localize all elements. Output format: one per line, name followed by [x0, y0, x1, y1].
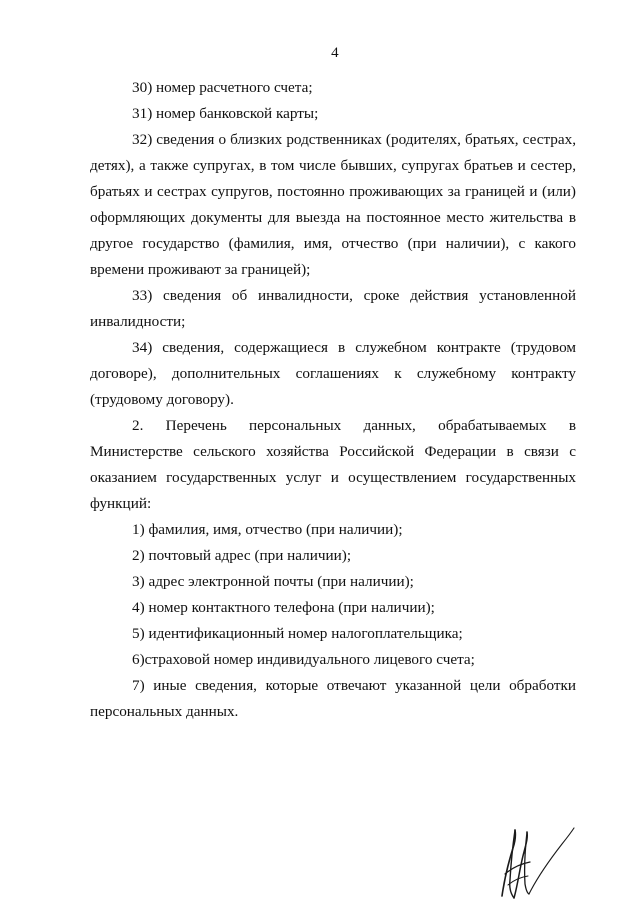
signature-icon [490, 822, 580, 902]
list-item-34: 34) сведения, содержащиеся в служебном контракте (трудовом договоре), дополнительных соглашениях к служебному контракту (трудовому договору). [90, 339, 576, 408]
list-item-3: 3) адрес электронной почты (при наличии); [132, 573, 414, 590]
list-item-32: 32) сведения о близких родственниках (родителях, братьях, сестрах, детях), а также супругах, в том числе бывших, супругах братьев и сестер, братьях и сестрах супругов, постоянно проживающих за границей и (или) оформляющих документы для выезда на постоянное место жительства в другое государство (фамилия, имя, отчество (при наличии), с какого времени проживают за границей); [90, 131, 576, 278]
list-item-2: 2) почтовый адрес (при наличии); [132, 547, 352, 564]
list-item-6: 6)страховой номер индивидуального лицевого счета; [132, 651, 475, 668]
list-item-30: 30) номер расчетного счета; [132, 79, 313, 96]
section-2-heading-paragraph: 2. Перечень персональных данных, обрабатываемых в Министерстве сельского хозяйства Российской Федерации в связи с оказанием государственных услуг и осуществлением государственных функций: [90, 417, 576, 512]
document-body [90, 75, 576, 725]
list-item-5: 5) идентификационный номер налогоплательщика; [132, 625, 463, 642]
list-item-33: 33) сведения об инвалидности, сроке действия установленной инвалидности; [90, 287, 576, 330]
list-item-4: 4) номер контактного телефона (при наличии); [132, 599, 435, 616]
list-item-7: 7) иные сведения, которые отвечают указанной цели обработки персональных данных. [90, 677, 576, 720]
page-number: 4 [331, 45, 339, 61]
list-item-31: 31) номер банковской карты; [132, 105, 319, 122]
list-item-1: 1) фамилия, имя, отчество (при наличии); [132, 521, 403, 538]
